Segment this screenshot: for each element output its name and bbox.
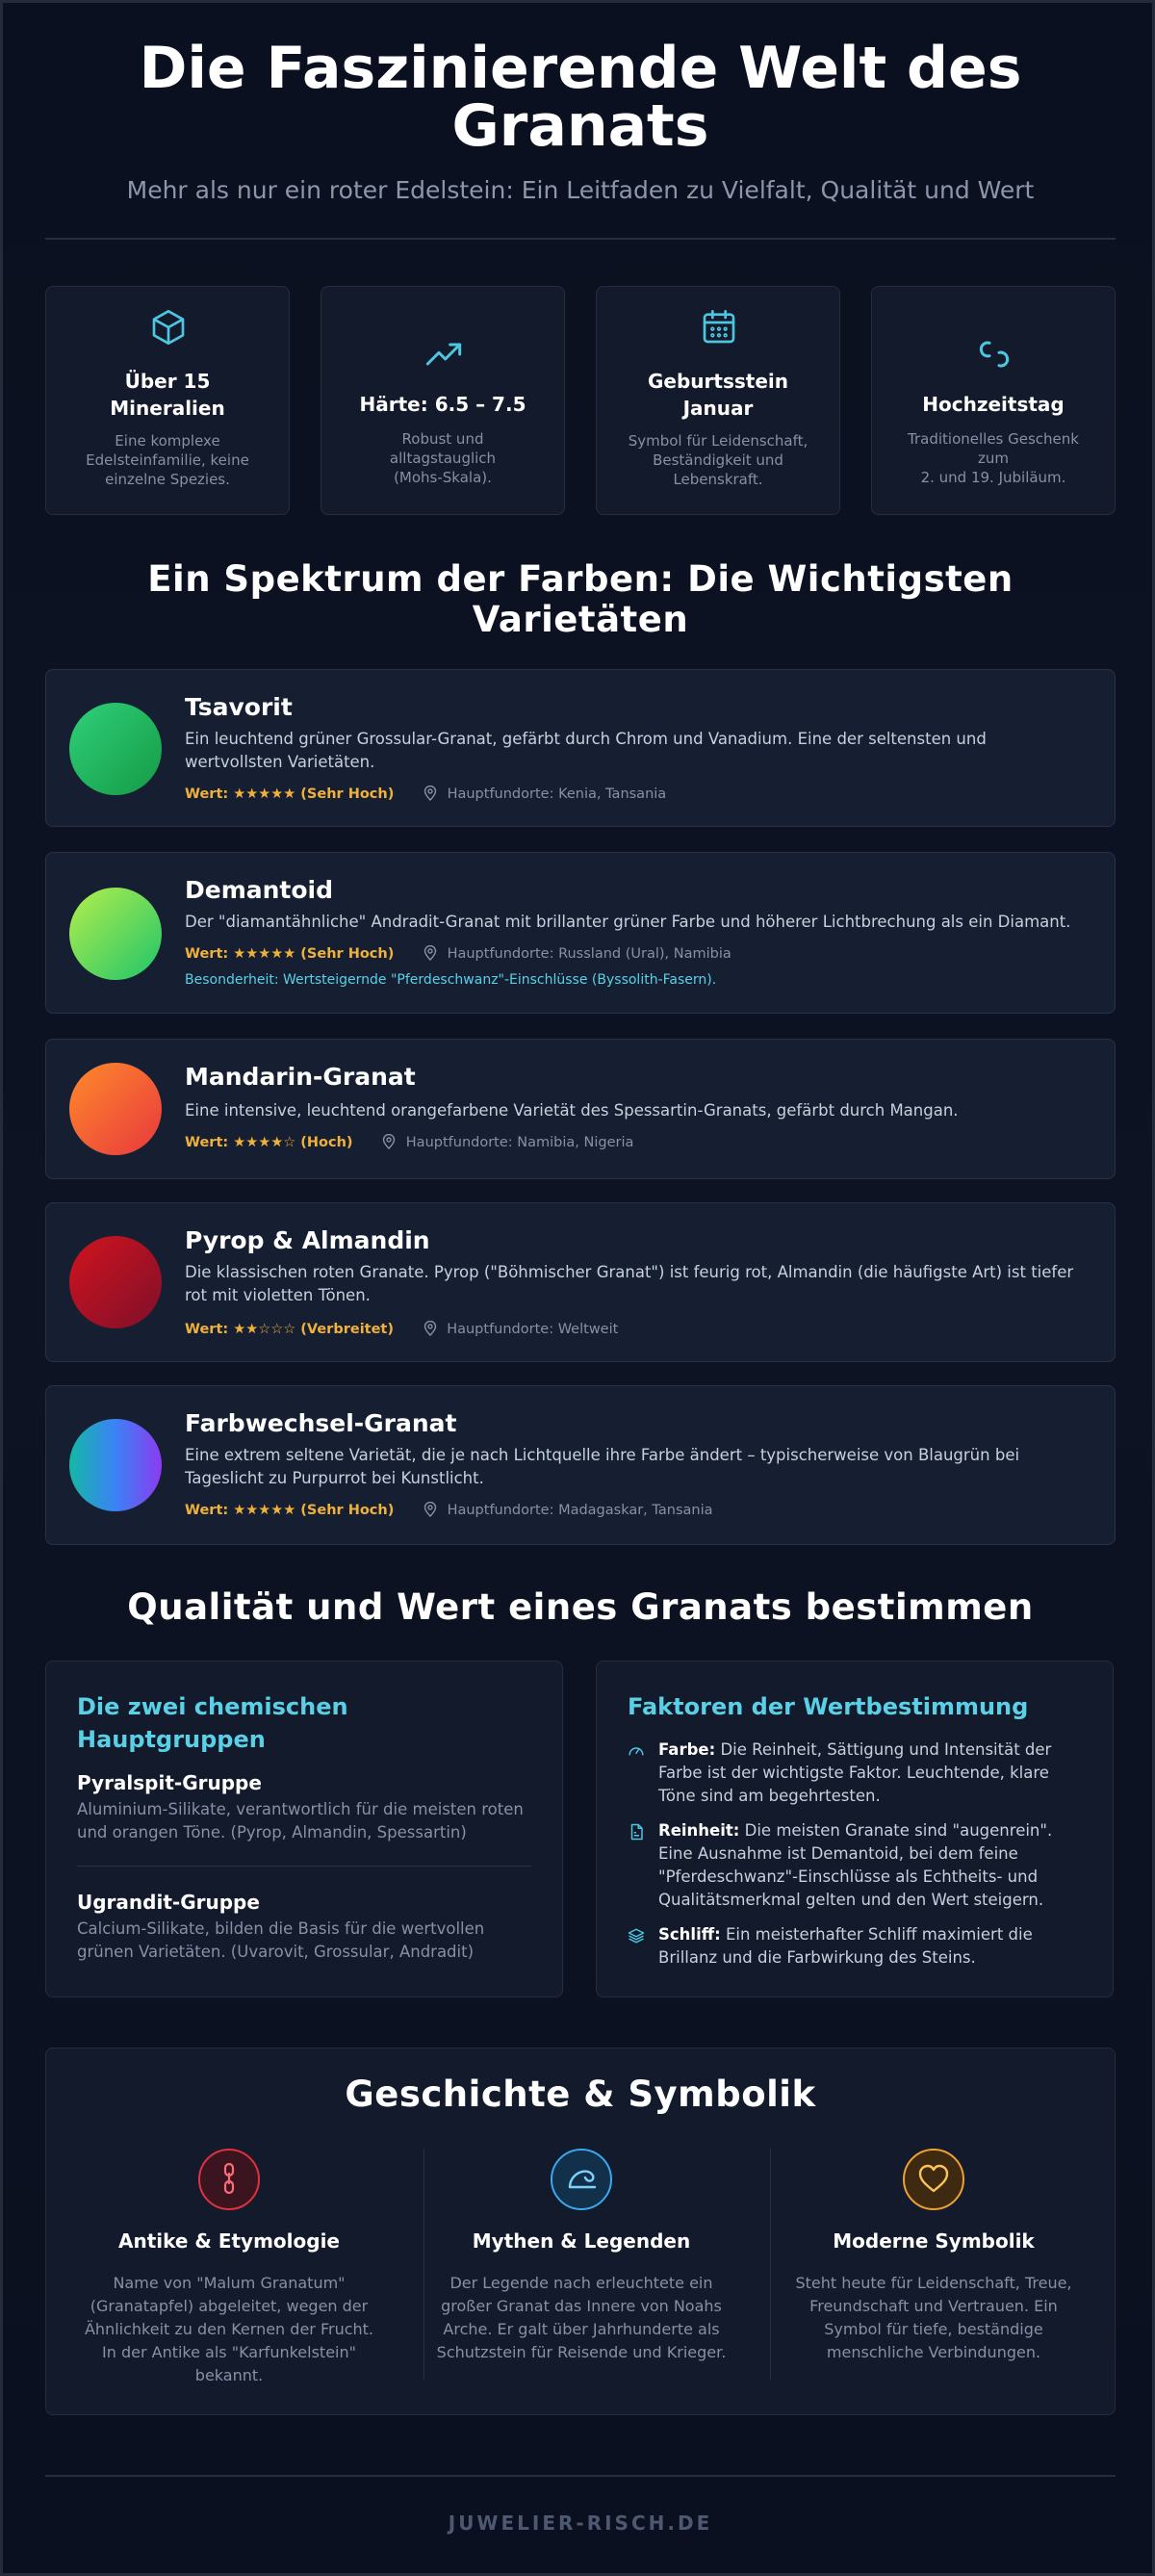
varieties-title: Ein Spektrum der Farben: Die Wichtigsten Varietäten [147,558,1014,640]
variety-locations: Hauptfundorte: Russland (Ural), Namibia [447,946,732,962]
quality-title: Qualität und Wert eines Granats bestimmen [127,1586,1034,1628]
variety-card-tsavorit [45,669,1116,827]
link-icon [975,335,1014,374]
header-divider [45,238,1116,240]
fact-title: Hochzeitstag [922,393,1065,416]
value-rating: Wert: ★★★★★ (Sehr Hoch) [185,1503,395,1518]
variety-name: Demantoid [185,876,334,904]
history-title: Geschichte & Symbolik [345,2074,816,2115]
document-icon [628,1823,645,1841]
variety-desc: Eine intensive, leuchtend orangefarbene Varietät des Spessartin-Granats, gefärbt durch Mangan. [185,1101,959,1120]
fact-card-minerals [45,286,290,515]
fact-desc: Eine komplexe Edelsteinfamilie, keine einzelne Spezies. [86,432,249,488]
history-myths [408,2149,755,2380]
history-modern [760,2149,1107,2380]
fact-desc: Traditionelles Geschenk zum 2. und 19. Jubiläum. [908,430,1079,486]
variety-locations: Hauptfundorte: Kenia, Tansania [447,786,667,802]
factor-color: Farbe: Die Reinheit, Sättigung und Intensität der Farbe ist der wichtigste Faktor. Leuchtende, klare Töne sind am begehrtesten. [628,1739,1082,1808]
history-col-title: Antike & Etymologie [118,2229,340,2253]
variety-name: Tsavorit [185,693,293,721]
variety-special: Besonderheit: Wertsteigernde "Pferdeschwanz"-Einschlüsse (Byssolith-Fasern). [185,972,717,988]
fact-cards [45,286,1116,515]
history-col-title: Mythen & Legenden [472,2229,691,2253]
variety-locations: Hauptfundorte: Madagaskar, Tansania [447,1503,713,1518]
location-pin-icon [424,1321,437,1336]
trending-up-icon [424,335,463,374]
variety-desc: Der "diamantähnliche" Andradit-Granat mit brillanter grüner Farbe und höherer Lichtbrechung als ein Diamant. [185,913,1071,931]
page-subtitle: Mehr als nur ein roter Edelstein: Ein Leitfaden zu Vielfalt, Qualität und Wert [126,176,1035,204]
fact-title: Über 15 Mineralien [110,370,225,420]
wave-icon [551,2149,612,2210]
variety-card-color-change [45,1385,1116,1545]
location-pin-icon [382,1134,396,1149]
fact-desc: Robust und alltagstauglich (Mohs-Skala). [389,430,497,486]
location-pin-icon [424,945,437,961]
variety-locations: Hauptfundorte: Namibia, Nigeria [405,1135,634,1150]
color-swatch [69,1063,162,1155]
variety-meta [185,1502,712,1518]
factor-cut: Schliff: Ein meisterhafter Schliff maximiert die Brillanz und die Farbwirkung des Steins. [628,1923,1082,1970]
footer-brand[interactable]: JUWELIER-RISCH.DE [448,2512,713,2535]
value-rating: Wert: ★★★★☆ (Hoch) [185,1135,353,1150]
chain-icon [198,2149,260,2210]
value-factors-panel [596,1661,1114,1997]
history-col-desc: Der Legende nach erleuchtete ein großer Granat das Innere von Noahs Arche. Er galt über Jahrhunderte als Schutzstein für Reisende und Krieger. [436,2274,727,2361]
variety-meta [185,786,666,802]
panel-heading: Die zwei chemischen Hauptgruppen [77,1693,348,1753]
variety-meta [185,1321,618,1337]
variety-card-demantoid [45,852,1116,1014]
group-name: Pyralspit-Gruppe [77,1771,262,1794]
history-panel [45,2048,1116,2415]
group-desc: Aluminium-Silikate, verantwortlich für die meisten roten und orangen Töne. (Pyrop, Almandin, Spessartin) [77,1800,524,1842]
location-pin-icon [424,1502,437,1517]
history-col-desc: Name von "Malum Granatum" (Granatapfel) abgeleitet, wegen der Ähnlichkeit zu den Kernen der Frucht. In der Antike als "Karfunkelstein" bekannt. [84,2274,373,2384]
variety-meta [185,945,732,962]
fact-card-hardness [321,286,565,515]
history-col-title: Moderne Symbolik [833,2229,1035,2253]
color-swatch [69,1236,162,1328]
color-swatch [69,1419,162,1511]
color-swatch [69,888,162,980]
chemical-groups-panel [45,1661,563,1997]
variety-name: Mandarin-Granat [185,1063,416,1091]
page-title: Die Faszinierende Welt des Granats [139,35,1022,160]
calendar-icon [700,308,738,347]
group-name: Ugrandit-Gruppe [77,1891,260,1914]
variety-locations: Hauptfundorte: Weltweit [447,1322,619,1337]
group-divider [77,1866,531,1867]
value-rating: Wert: ★★☆☆☆ (Verbreitet) [185,1322,394,1337]
value-rating: Wert: ★★★★★ (Sehr Hoch) [185,786,395,802]
layers-icon [628,1927,645,1945]
variety-desc: Ein leuchtend grüner Grossular-Granat, gefärbt durch Chrom und Vanadium. Eine der seltensten und wertvollsten Varietäten. [185,730,987,771]
gauge-icon [628,1742,645,1760]
heart-icon [903,2149,964,2210]
variety-desc: Die klassischen roten Granate. Pyrop ("Böhmischer Granat") ist feurig rot, Almandin (die häufigste Art) ist tiefer rot mit violetten Tönen. [185,1263,1074,1304]
panel-heading: Faktoren der Wertbestimmung [628,1693,1029,1720]
factor-clarity: Reinheit: Die meisten Granate sind "augenrein". Eine Ausnahme ist Demantoid, bei dem feine "Pferdeschwanz"-Einschlüsse als Echtheits- und Qualitätsmerkmal gelten und den Wert steigern. [628,1819,1082,1912]
group-desc: Calcium-Silikate, bilden die Basis für die wertvollen grünen Varietäten. (Uvarovit, Grossular, Andradit) [77,1919,485,1961]
cube-icon [149,308,188,347]
footer-divider [45,2475,1116,2477]
fact-desc: Symbol für Leidenschaft, Beständigkeit und Lebenskraft. [628,432,808,488]
location-pin-icon [424,786,437,801]
variety-card-pyrop-almandin [45,1202,1116,1362]
variety-meta [185,1134,633,1150]
color-swatch [69,703,162,795]
history-col-desc: Steht heute für Leidenschaft, Treue, Freundschaft und Vertrauen. Ein Symbol für tiefe, beständige menschliche Verbindungen. [795,2274,1072,2361]
value-rating: Wert: ★★★★★ (Sehr Hoch) [185,946,395,962]
fact-title: Härte: 6.5 – 7.5 [359,393,526,416]
fact-card-birthstone [596,286,840,515]
history-antiquity [56,2149,402,2384]
variety-card-mandarin [45,1039,1116,1179]
fact-card-anniversary [871,286,1116,515]
variety-desc: Eine extrem seltene Varietät, die je nach Lichtquelle ihre Farbe ändert – typischerweise von Blaugrün bei Tageslicht zu Purpurrot bei Kunstlicht. [185,1446,1020,1487]
variety-name: Farbwechsel-Granat [185,1409,457,1437]
variety-name: Pyrop & Almandin [185,1226,430,1254]
fact-title: Geburtsstein Januar [648,370,788,420]
